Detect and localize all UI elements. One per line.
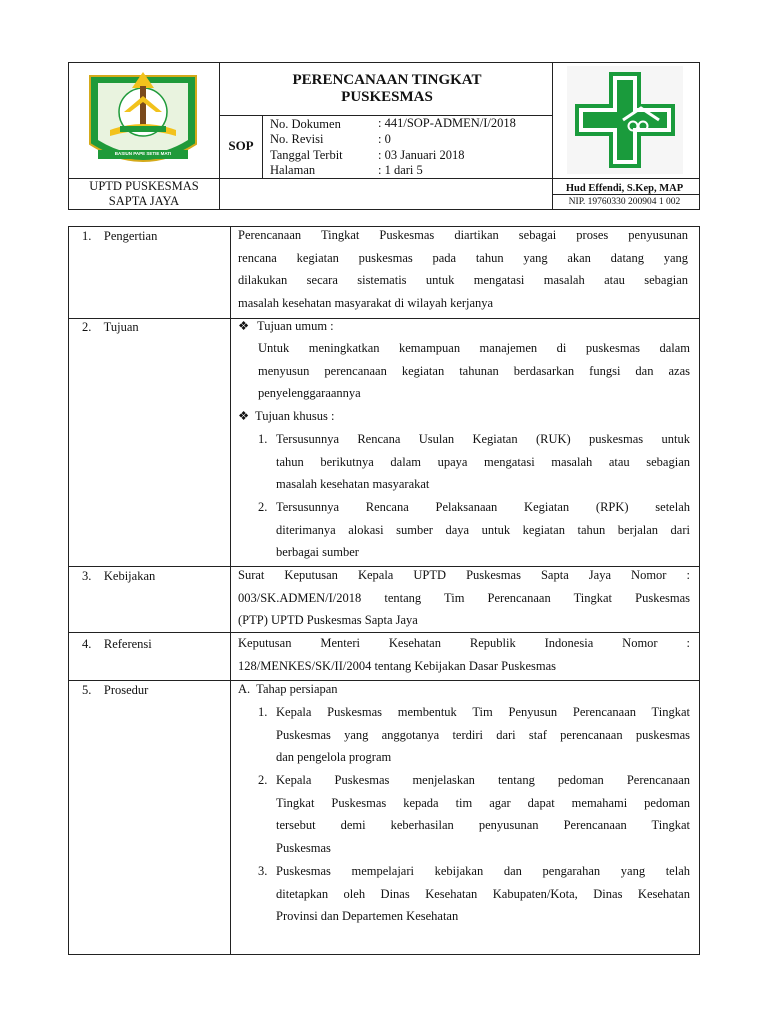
row-label-prosedur: 5. Prosedur	[82, 683, 149, 697]
meta-label-dokumen: No. Dokumen	[270, 117, 341, 131]
text-line: 128/MENKES/SK/II/2004 tentang Kebijakan Dasar Puskesmas	[238, 658, 557, 673]
text-line: masalah kesehatan masyarakat di wilayah kerjanya	[238, 295, 494, 310]
document-title	[222, 72, 552, 106]
meta-label-halaman: Halaman	[270, 163, 316, 177]
prosedur-item-3	[276, 860, 690, 928]
text-line: Puskesmas mempelajari kebijakan dan pengarahan yang telah	[276, 864, 690, 878]
list-number: 2.	[258, 773, 268, 787]
diamond-bullet-icon: ❖	[238, 409, 250, 423]
pengertian-text	[238, 224, 688, 314]
referensi-text	[238, 632, 690, 677]
text-line: Kepala Puskesmas membentuk Tim Penyusun Perencanaan Tingkat	[276, 705, 690, 719]
prosedur-item-1	[276, 701, 690, 769]
text-line: diterimanya alokasi sumber daya untuk kegiatan tahun berjalan dari	[276, 522, 690, 537]
list-number: 1.	[258, 705, 268, 719]
logo-caption: BASIUN PAPE SETIE MATI	[114, 151, 172, 156]
row-label-referensi: 4. Referensi	[82, 637, 152, 651]
meta-value-halaman: : 1 dari 5	[378, 163, 423, 177]
tujuan-khusus-heading: Tujuan khusus :	[255, 409, 335, 423]
text-line: Tingkat Puskesmas kepada tim agar dapat memahami pedoman	[276, 795, 690, 810]
text-line: Kepala Puskesmas menjelaskan tentang pedoman Perencanaan	[276, 773, 690, 787]
meta-label-tanggal: Tanggal Terbit	[270, 148, 343, 162]
text-line: menyusun perencanaan kegiatan tahunan berdasarkan fungsi dan azas	[258, 363, 690, 378]
text-line: rencana kegiatan puskesmas pada tahun yang akan datang yang	[238, 250, 688, 265]
list-number: 1.	[258, 432, 268, 446]
text-line: Tersusunnya Rencana Pelaksanaan Kegiatan (RPK) setelah	[276, 500, 690, 514]
row-label-kebijakan: 3. Kebijakan	[82, 569, 156, 583]
text-line: Tersusunnya Rencana Usulan Kegiatan (RUK) puskesmas untuk	[276, 432, 690, 446]
list-number: 3.	[258, 864, 268, 878]
text-line: Surat Keputusan Kepala UPTD Puskesmas Sapta Jaya Nomor :	[238, 568, 690, 582]
signer-name: Hud Effendi, S.Kep, MAP	[565, 183, 684, 194]
text-line: dan pengelola program	[276, 750, 392, 765]
row-label-tujuan: 2. Tujuan	[82, 320, 139, 334]
regency-logo-icon	[84, 66, 202, 174]
kebijakan-text	[238, 564, 690, 632]
organization-name	[70, 179, 218, 209]
tujuan-umum-text	[258, 337, 690, 405]
text-line: Puskesmas	[276, 840, 331, 855]
title-line-1: PERENCANAAN TINGKAT	[292, 72, 482, 88]
org-line-2: SAPTA JAYA	[108, 194, 180, 208]
text-line: Provinsi dan Departemen Kesehatan	[276, 909, 459, 924]
meta-value-dokumen: : 441/SOP-ADMEN/I/2018	[378, 116, 516, 130]
meta-label-revisi: No. Revisi	[270, 132, 324, 146]
text-line: ditetapkan oleh Dinas Kesehatan Kabupaten/Kota, Dinas Kesehatan	[276, 886, 690, 901]
title-line-2: PUSKESMAS	[341, 89, 433, 105]
signer-nip: NIP. 19760330 200904 1 002	[568, 197, 681, 207]
tujuan-umum-heading: Tujuan umum :	[257, 319, 334, 333]
text-line: Untuk meningkatkan kemampuan manajemen di puskesmas dalam	[258, 341, 690, 355]
text-line: Puskesmas yang anggotanya terdiri dari staf perencanaan puskesmas	[276, 727, 690, 742]
text-line: masalah kesehatan masyarakat	[276, 477, 430, 492]
text-line: tahun berikutnya dalam upaya mengatasi masalah atau sebagian	[276, 454, 690, 469]
meta-value-revisi: : 0	[378, 132, 391, 146]
tujuan-khusus-item-1	[276, 428, 690, 496]
diamond-bullet-icon: ❖	[238, 319, 250, 333]
prosedur-item-2	[276, 769, 690, 859]
text-line: tersebut demi keberhasilan penyusunan Perencanaan Tingkat	[276, 818, 690, 833]
tujuan-khusus-item-2	[276, 496, 690, 564]
text-line: penyelenggaraannya	[258, 386, 361, 401]
org-line-1: UPTD PUSKESMAS	[89, 179, 199, 193]
prosedur-stage-heading: A. Tahap persiapan	[238, 682, 338, 696]
text-line: berbagai sumber	[276, 545, 359, 560]
meta-value-tanggal: : 03 Januari 2018	[378, 148, 465, 162]
row-label-pengertian: 1. Pengertian	[82, 229, 158, 243]
text-line: dilakukan secara sistematis untuk mengatasi masalah atau sebagian	[238, 273, 688, 288]
sop-label: SOP	[228, 138, 254, 153]
list-number: 2.	[258, 500, 268, 514]
text-line: 003/SK.ADMEN/I/2018 tentang Tim Perencanaan Tingkat Puskesmas	[238, 590, 690, 605]
text-line: Keputusan Menteri Kesehatan Republik Indonesia Nomor :	[238, 636, 690, 650]
text-line: Perencanaan Tingkat Puskesmas diartikan sebagai proses penyusunan	[238, 228, 688, 242]
puskesmas-cross-icon	[567, 66, 683, 174]
text-line: (PTP) UPTD Puskesmas Sapta Jaya	[238, 613, 418, 628]
